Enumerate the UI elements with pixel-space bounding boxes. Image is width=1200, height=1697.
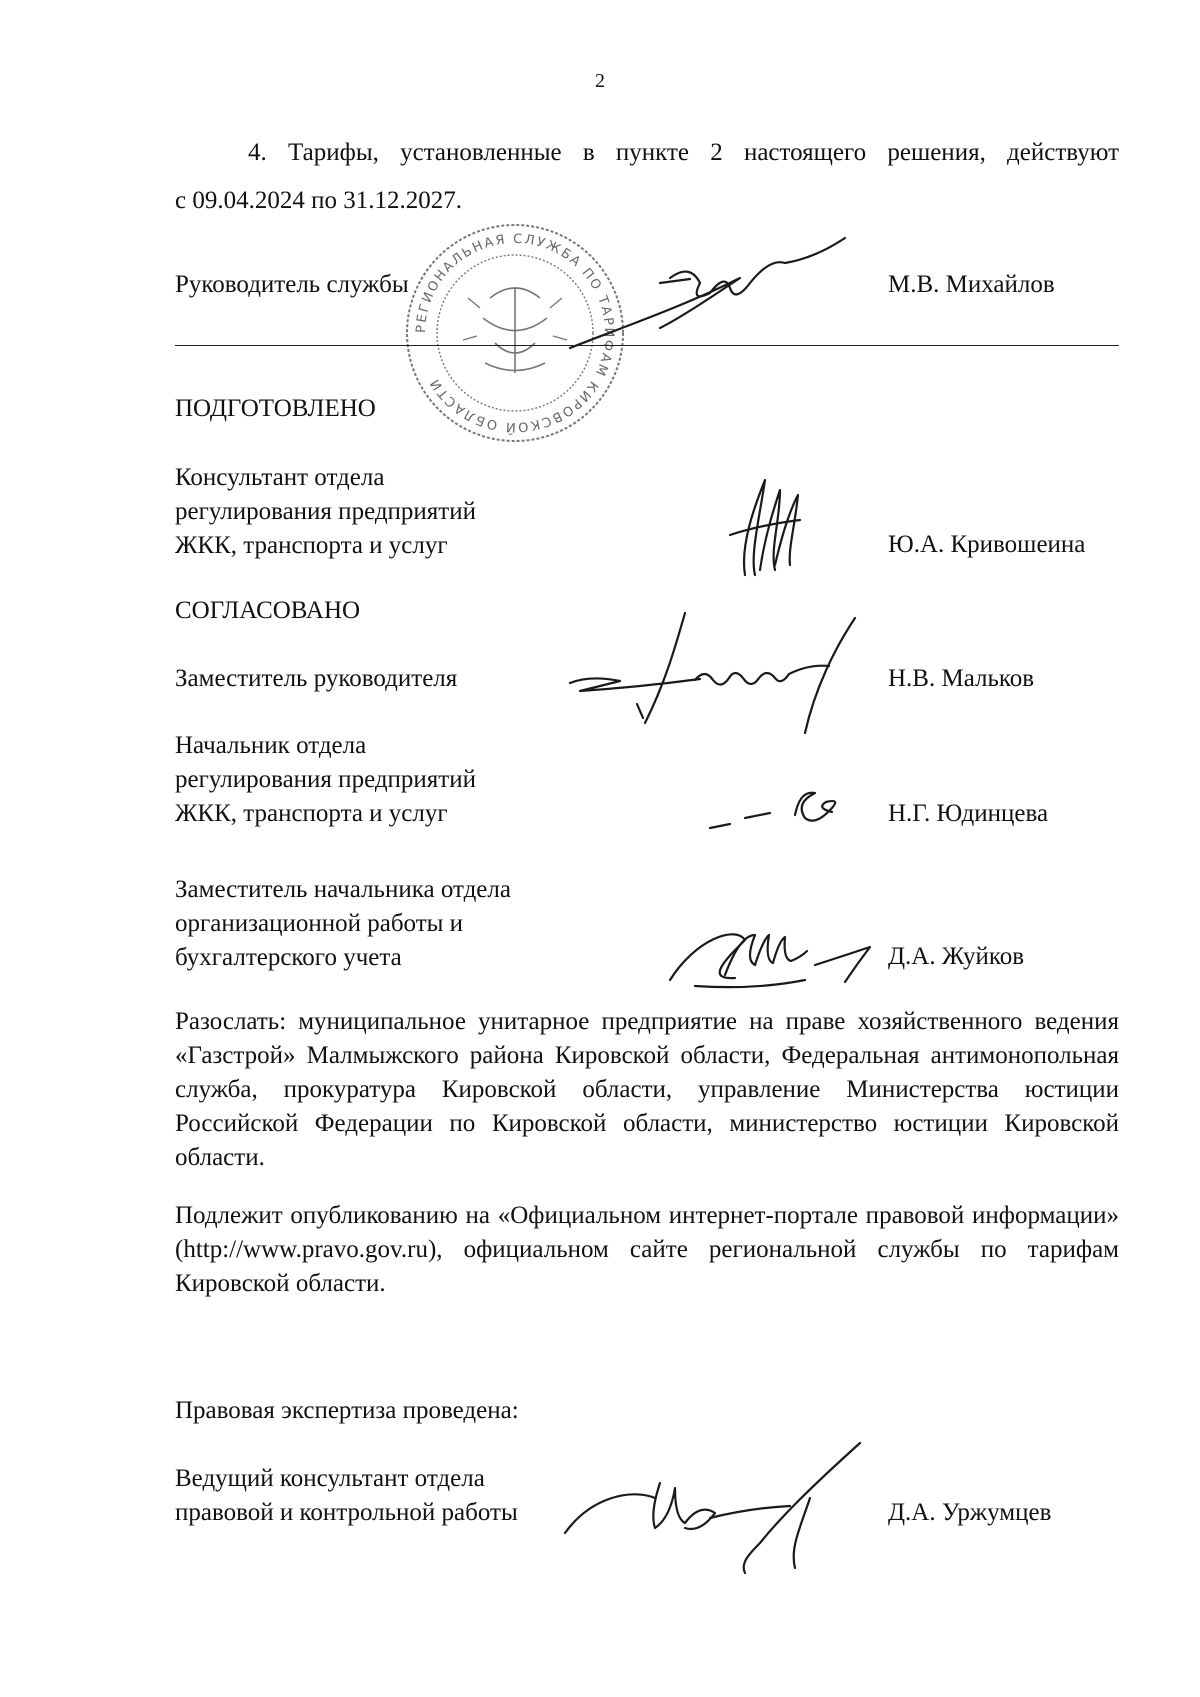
signatory-position-line: организационной работы и [175, 910, 464, 937]
prepared-position-line: регулирования предприятий [175, 498, 476, 525]
seal-ring-text: РЕГИОНАЛЬНАЯ СЛУЖБА ПО ТАРИФАМ КИРОВСКОЙ ОБЛАСТИ [413, 231, 617, 435]
head-title: Руководитель службы [175, 271, 409, 298]
prepared-signature-icon [720, 475, 810, 585]
legal-review-position-line: правовой и контрольной работы [175, 1499, 518, 1526]
prepared-position [175, 461, 635, 563]
divider-line [175, 345, 1119, 346]
head-signature-icon [560, 238, 860, 358]
prepared-position-line: ЖКК, транспорта и услуг [175, 532, 448, 559]
clause-4-line-2: с 09.04.2024 по 31.12.2027. [175, 187, 462, 214]
agreed-signatory-2-name: Н.Г. Юдинцева [888, 800, 1049, 827]
agreed-signatory-2-signature-icon [705, 780, 855, 840]
legal-review-name: Д.А. Уржумцев [888, 1499, 1052, 1526]
agreed-signatory-3-signature-icon [665, 920, 895, 1000]
publication-text: Подлежит опубликованию на «Официальном интернет-портале правовой информации» (http://www.pravo.gov.ru), официальном сайте региональной службы по тарифам Кировской области. [175, 1202, 1119, 1297]
signatory-position-line: бухгалтерского учета [175, 944, 402, 971]
agreed-signatory-1-name: Н.В. Мальков [888, 665, 1035, 692]
agreed-signatory-3-position [175, 873, 635, 975]
agreed-signatory-2-position [175, 729, 635, 831]
signatory-position-line: Заместитель руководителя [175, 665, 458, 692]
clause-4-line-1: 4. Тарифы, установленные в пункте 2 настоящего решения, действуют [248, 139, 1119, 166]
head-name: М.В. Михайлов [888, 271, 1055, 298]
clause-4 [175, 136, 1119, 218]
prepared-name: Ю.А. Кривошеина [888, 531, 1086, 558]
signatory-position-line: Начальник отдела [175, 732, 367, 759]
prepared-position-line: Консультант отдела [175, 464, 385, 491]
signatory-position-line: Заместитель начальника отдела [175, 876, 511, 903]
agreed-signatory-1-signature-icon [565, 608, 895, 738]
prepared-heading: ПОДГОТОВЛЕНО [175, 395, 376, 422]
page-number: 2 [595, 70, 605, 92]
agreed-heading: СОГЛАСОВАНО [175, 597, 361, 624]
distribution-text: Разослать: муниципальное унитарное предприятие на праве хозяйственного ведения «Газстрой» Малмыжского района Кировской области, Федеральная антимонопольная служба, прокуратура Кировской области, управление Министерства юстиции Российской Федерации по Кировской области, министерство юстиции Кировской области. [175, 1008, 1119, 1171]
legal-review-position-line: Ведущий консультант отдела [175, 1465, 485, 1492]
legal-review-signature-icon [560, 1438, 880, 1578]
agreed-signatory-3-name: Д.А. Жуйков [888, 943, 1025, 970]
signatory-position-line: регулирования предприятий [175, 766, 476, 793]
signatory-position-line: ЖКК, транспорта и услуг [175, 800, 448, 827]
legal-review-heading: Правовая экспертиза проведена: [175, 1397, 519, 1424]
